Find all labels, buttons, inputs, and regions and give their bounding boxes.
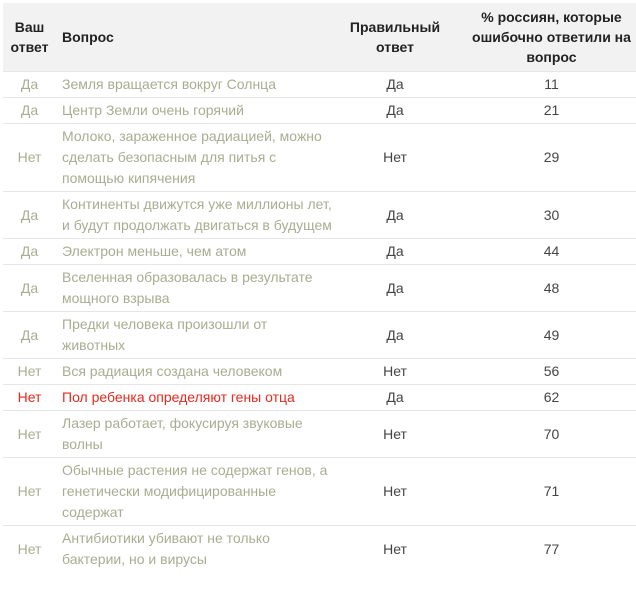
percent-cell: 49	[450, 312, 636, 359]
your-answer-cell: Нет	[3, 385, 56, 411]
question-cell: Лазер работает, фокусируя звуковые волны	[56, 411, 340, 458]
quiz-results-table	[3, 3, 636, 572]
question-cell: Центр Земли очень горячий	[56, 98, 340, 124]
table-row	[3, 265, 636, 312]
percent-cell: 30	[450, 192, 636, 239]
table-row	[3, 312, 636, 359]
percent-cell: 62	[450, 385, 636, 411]
your-answer-cell: Да	[3, 312, 56, 359]
correct-answer-cell: Да	[340, 312, 450, 359]
question-cell: Пол ребенка определяют гены отца	[56, 385, 340, 411]
percent-cell: 70	[450, 411, 636, 458]
correct-answer-cell: Да	[340, 192, 450, 239]
your-answer-cell: Нет	[3, 359, 56, 385]
header-row	[3, 3, 636, 72]
correct-answer-cell: Да	[340, 265, 450, 312]
header-your-answer: Ваш ответ	[3, 3, 56, 72]
percent-cell: 44	[450, 239, 636, 265]
table-row	[3, 72, 636, 98]
correct-answer-cell: Да	[340, 98, 450, 124]
question-cell: Континенты движутся уже миллионы лет, и будут продолжать двигаться в будущем	[56, 192, 340, 239]
your-answer-cell: Да	[3, 98, 56, 124]
percent-cell: 56	[450, 359, 636, 385]
table-row	[3, 526, 636, 573]
your-answer-cell: Нет	[3, 526, 56, 573]
table-body	[3, 72, 636, 573]
correct-answer-cell: Нет	[340, 124, 450, 192]
question-cell: Земля вращается вокруг Солнца	[56, 72, 340, 98]
header-question: Вопрос	[56, 3, 340, 72]
table-row	[3, 385, 636, 411]
question-cell: Электрон меньше, чем атом	[56, 239, 340, 265]
correct-answer-cell: Да	[340, 239, 450, 265]
question-cell: Вселенная образовалась в результате мощного взрыва	[56, 265, 340, 312]
percent-cell: 29	[450, 124, 636, 192]
table-row	[3, 411, 636, 458]
header-correct-answer: Правильный ответ	[340, 3, 450, 72]
your-answer-cell: Да	[3, 72, 56, 98]
percent-cell: 71	[450, 458, 636, 526]
your-answer-cell: Нет	[3, 124, 56, 192]
table-row	[3, 239, 636, 265]
correct-answer-cell: Нет	[340, 526, 450, 573]
correct-answer-cell: Нет	[340, 458, 450, 526]
table-row	[3, 192, 636, 239]
table-row	[3, 98, 636, 124]
table-row	[3, 359, 636, 385]
your-answer-cell: Да	[3, 239, 56, 265]
question-cell: Вся радиация создана человеком	[56, 359, 340, 385]
your-answer-cell: Да	[3, 265, 56, 312]
question-cell: Молоко, зараженное радиацией, можно сделать безопасным для питья с помощью кипячения	[56, 124, 340, 192]
percent-cell: 11	[450, 72, 636, 98]
table-row	[3, 458, 636, 526]
correct-answer-cell: Да	[340, 72, 450, 98]
percent-cell: 21	[450, 98, 636, 124]
header-percent-wrong: % россиян, которые ошибочно ответили на вопрос	[450, 3, 636, 72]
your-answer-cell: Нет	[3, 411, 56, 458]
correct-answer-cell: Нет	[340, 359, 450, 385]
percent-cell: 77	[450, 526, 636, 573]
table-row	[3, 124, 636, 192]
question-cell: Антибиотики убивают не только бактерии, но и вирусы	[56, 526, 340, 573]
correct-answer-cell: Да	[340, 385, 450, 411]
your-answer-cell: Нет	[3, 458, 56, 526]
table-header	[3, 3, 636, 72]
question-cell: Обычные растения не содержат генов, а генетически модифицированные содержат	[56, 458, 340, 526]
question-cell: Предки человека произошли от животных	[56, 312, 340, 359]
correct-answer-cell: Нет	[340, 411, 450, 458]
your-answer-cell: Да	[3, 192, 56, 239]
percent-cell: 48	[450, 265, 636, 312]
